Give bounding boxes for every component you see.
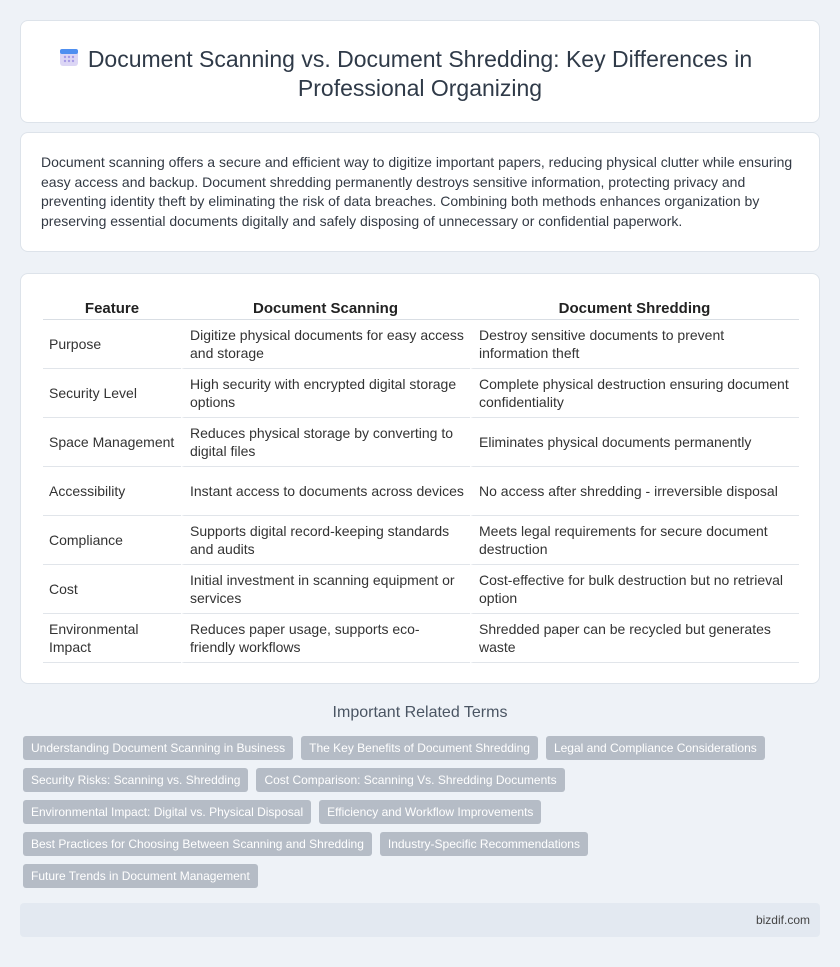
table-header-row [43, 294, 799, 320]
feature-cell: Accessibility [43, 467, 181, 516]
related-term-tag[interactable]: Legal and Compliance Considerations [546, 736, 765, 760]
table-row [43, 614, 799, 663]
intro-card [20, 132, 820, 252]
shredding-cell: Cost-effective for bulk destruction but no retrieval option [470, 565, 799, 614]
related-term-tag[interactable]: Efficiency and Workflow Improvements [319, 800, 541, 824]
header-card [20, 20, 820, 123]
table-row [43, 565, 799, 614]
scanning-cell: High security with encrypted digital storage options [181, 369, 470, 418]
page-title: Document Scanning vs. Document Shredding: Key Differences in Professional Organizing [87, 46, 753, 101]
header-feature: Feature [43, 294, 181, 320]
scanning-cell: Digitize physical documents for easy access and storage [181, 320, 470, 369]
related-term-tag[interactable]: Industry-Specific Recommendations [380, 832, 588, 856]
scanning-cell: Reduces physical storage by converting to digital files [181, 418, 470, 467]
feature-cell: Environmental Impact [43, 614, 181, 663]
related-terms-list [23, 736, 803, 896]
feature-cell: Purpose [43, 320, 181, 369]
comparison-table [43, 294, 799, 663]
shredding-cell: No access after shredding - irreversible disposal [470, 467, 799, 516]
table-row [43, 516, 799, 565]
header-scanning: Document Scanning [181, 294, 470, 320]
related-term-tag[interactable]: Security Risks: Scanning vs. Shredding [23, 768, 248, 792]
feature-cell: Space Management [43, 418, 181, 467]
shredding-cell: Eliminates physical documents permanently [470, 418, 799, 467]
related-term-tag[interactable]: The Key Benefits of Document Shredding [301, 736, 538, 760]
related-terms-heading: Important Related Terms [332, 704, 508, 721]
related-term-tag[interactable]: Best Practices for Choosing Between Scanning and Shredding [23, 832, 372, 856]
table-row [43, 467, 799, 516]
scanning-cell: Reduces paper usage, supports eco-friendly workflows [181, 614, 470, 663]
shredding-cell: Meets legal requirements for secure document destruction [470, 516, 799, 565]
scanning-cell: Instant access to documents across devices [181, 467, 470, 516]
header-shredding: Document Shredding [470, 294, 799, 320]
related-term-tag[interactable]: Cost Comparison: Scanning Vs. Shredding Documents [256, 768, 564, 792]
scanning-cell: Initial investment in scanning equipment or services [181, 565, 470, 614]
footer-bar [20, 903, 820, 937]
table-row [43, 320, 799, 369]
related-term-tag[interactable]: Future Trends in Document Management [23, 864, 258, 888]
shredding-cell: Destroy sensitive documents to prevent information theft [470, 320, 799, 369]
shredding-cell: Shredded paper can be recycled but generates waste [470, 614, 799, 663]
comparison-table-card [20, 273, 820, 684]
related-term-tag[interactable]: Understanding Document Scanning in Business [23, 736, 293, 760]
table-row [43, 418, 799, 467]
feature-cell: Cost [43, 565, 181, 614]
feature-cell: Compliance [43, 516, 181, 565]
intro-paragraph: Document scanning offers a secure and efficient way to digitize important papers, reducing physical clutter while ensuring easy access and backup. Document shredding permanently destroys sensitive information, protecting privacy and preventing identity theft by eliminating the risk of data breaches. Combining both methods enhances organization by preserving essential documents digitally and safely disposing of unnecessary or confidential paperwork. [41, 154, 793, 229]
table-row [43, 369, 799, 418]
shredding-cell: Complete physical destruction ensuring document confidentiality [470, 369, 799, 418]
footer-site-link[interactable]: bizdif.com [755, 913, 810, 927]
scanning-cell: Supports digital record-keeping standards and audits [181, 516, 470, 565]
feature-cell: Security Level [43, 369, 181, 418]
related-term-tag[interactable]: Environmental Impact: Digital vs. Physical Disposal [23, 800, 311, 824]
